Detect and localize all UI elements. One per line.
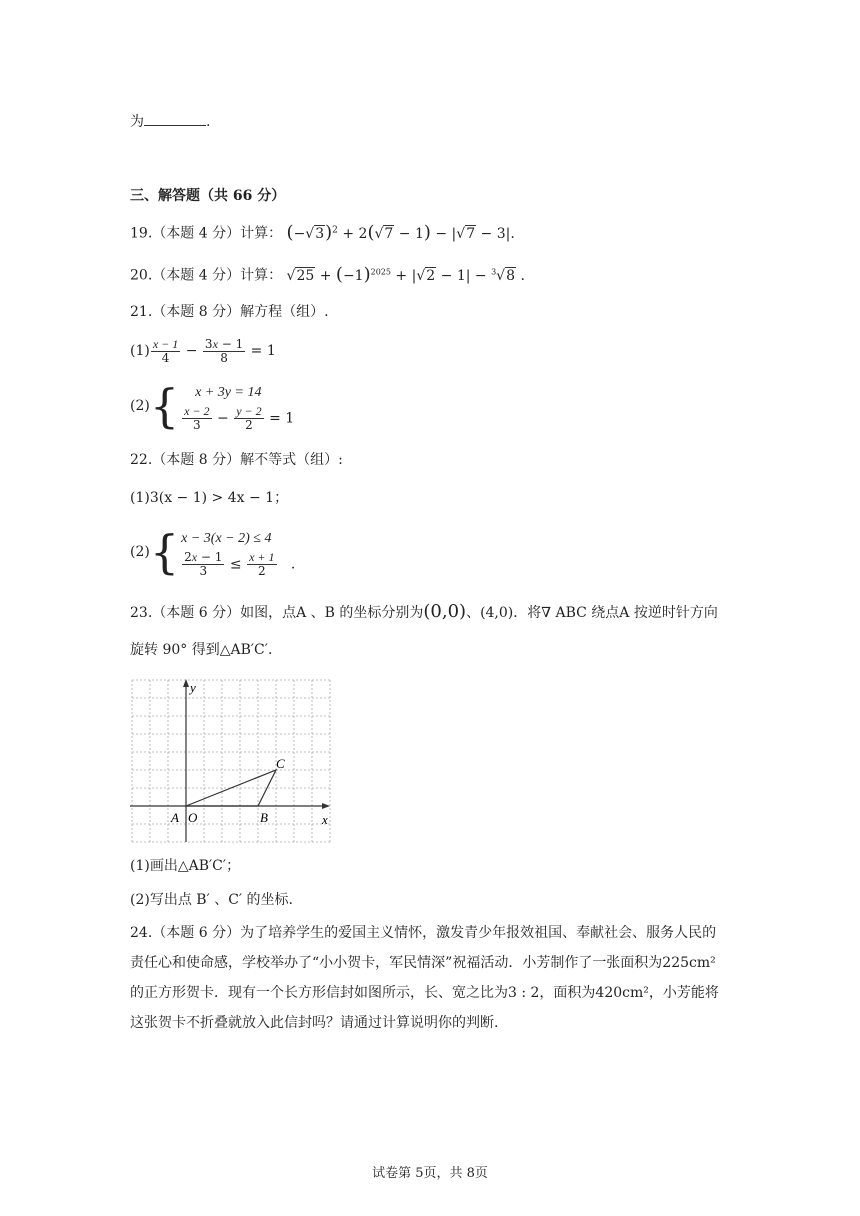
q23-sub2: (2)写出点 B′ 、C′ 的坐标. <box>130 892 293 908</box>
q21-p2-label: (2) <box>130 398 150 414</box>
q23-sub1: (1)画出△AB′C′； <box>130 858 241 874</box>
question-23: 23.（本题 6 分）如图，点A 、B 的坐标分别为(0,0)、(4,0)．将∇ ABC 绕点A 按逆时针方向 <box>130 601 718 622</box>
coordinate-grid-figure <box>130 676 340 846</box>
question-24 <box>130 918 730 1038</box>
q19-expression: $(-√3)^2 + 2(√7 - 1) - |√7 - 3|$. <box>286 221 515 243</box>
triangle-abc <box>186 770 276 806</box>
q23-coord-a: (0,0) <box>423 601 467 622</box>
q22-part-2: (2){ x − 3(x − 2) ≤ 4 $\frac{2x - 1}{3}$ ≤ $\frac{x + 1}{2}$ . <box>130 525 296 579</box>
q20-exponent: 2025 <box>370 267 391 276</box>
point-b-label: B <box>260 810 268 825</box>
point-a-label: A <box>171 810 179 825</box>
q21-part-1: (1) $\frac{x - 1}{4}$ − $\frac{3x - 1}{8}$ = 1 <box>130 336 276 365</box>
y-axis-label: y <box>190 680 196 695</box>
q21-prompt: 解方程（组）. <box>240 304 329 320</box>
q23-text-b: ．将∇ ABC 绕点A 按逆时针方向 <box>513 605 718 621</box>
q23-score: （本题 6 分） <box>152 605 241 621</box>
page-footer: 试卷第 5页，共 8页 <box>372 1166 488 1181</box>
grid-lines <box>132 680 330 842</box>
q24-score: （本题 6 分） <box>152 925 241 941</box>
previous-question-tail: 为 . <box>130 114 211 130</box>
point-c-label: C <box>276 756 285 771</box>
origin-label: O <box>188 810 198 825</box>
q20-number: 20. <box>130 267 153 284</box>
q21-part-2: (2){ x + 3y = 14 $\frac{x - 2}{3}$ − $\frac{y - 2}{2}$ = 1 <box>130 379 295 433</box>
q19-number: 19. <box>130 225 153 242</box>
q20-score: （本题 4 分） <box>152 267 241 284</box>
q23-line2: 旋转 90° 得到△AB′C′. <box>130 642 273 658</box>
q19-score: （本题 4 分） <box>152 225 241 242</box>
q22-sys-row1: x − 3(x − 2) ≤ 4 <box>181 530 272 546</box>
question-20 <box>130 260 525 288</box>
q23-text-a: 如图，点A 、B 的坐标分别为 <box>240 605 424 621</box>
question-21 <box>130 302 329 322</box>
q23-number: 23. <box>130 605 153 621</box>
answer-blank[interactable] <box>144 113 206 126</box>
q19-prompt: 计算： <box>240 225 283 242</box>
section-title: 三、解答题（共 66 分） <box>130 188 286 204</box>
q21-score: （本题 8 分） <box>152 304 241 320</box>
x-axis-label: x <box>322 812 328 827</box>
q22-score: （本题 8 分） <box>152 452 241 468</box>
q20-expression: $√25 + (-1)^{2025} + |√2 - 1| - ^3√8$ . <box>286 263 525 285</box>
q24-number: 24. <box>130 925 153 941</box>
q22-number: 22. <box>130 452 153 468</box>
x-axis-arrow-icon <box>322 803 330 809</box>
question-19 <box>130 218 515 246</box>
q22-p1-label: (1) <box>130 490 150 506</box>
q21-p1-label: (1) <box>130 343 150 359</box>
q22-p1-expression: 3(x − 1) > 4x − 1； <box>149 490 289 506</box>
q21-number: 21. <box>130 304 153 320</box>
q22-part-1 <box>130 488 288 508</box>
q24-text: 为了培养学生的爱国主义情怀，激发青少年报效祖国、奉献社会、服务人民的责任心和使命感，学校举办了“小小贺卡，军民情深”祝福活动．小芳制作了一张面积为225cm² 的正方形贺卡．现有一个长方形信封如图所示，长、宽之比为3 : 2，面积为420cm²，小芳能将这张贺卡不折叠就放入此信封吗？请通过计算说明你的判断. <box>130 925 719 1031</box>
q22-prompt: 解不等式（组）: <box>240 452 343 468</box>
question-22 <box>130 450 343 470</box>
q22-p2-label: (2) <box>130 544 150 560</box>
q21-sys-row1: x + 3y = 14 <box>195 384 262 400</box>
q23-coord-b: (4,0) <box>480 605 514 621</box>
tail-text: 为 <box>130 114 144 130</box>
q20-prompt: 计算： <box>240 267 283 284</box>
